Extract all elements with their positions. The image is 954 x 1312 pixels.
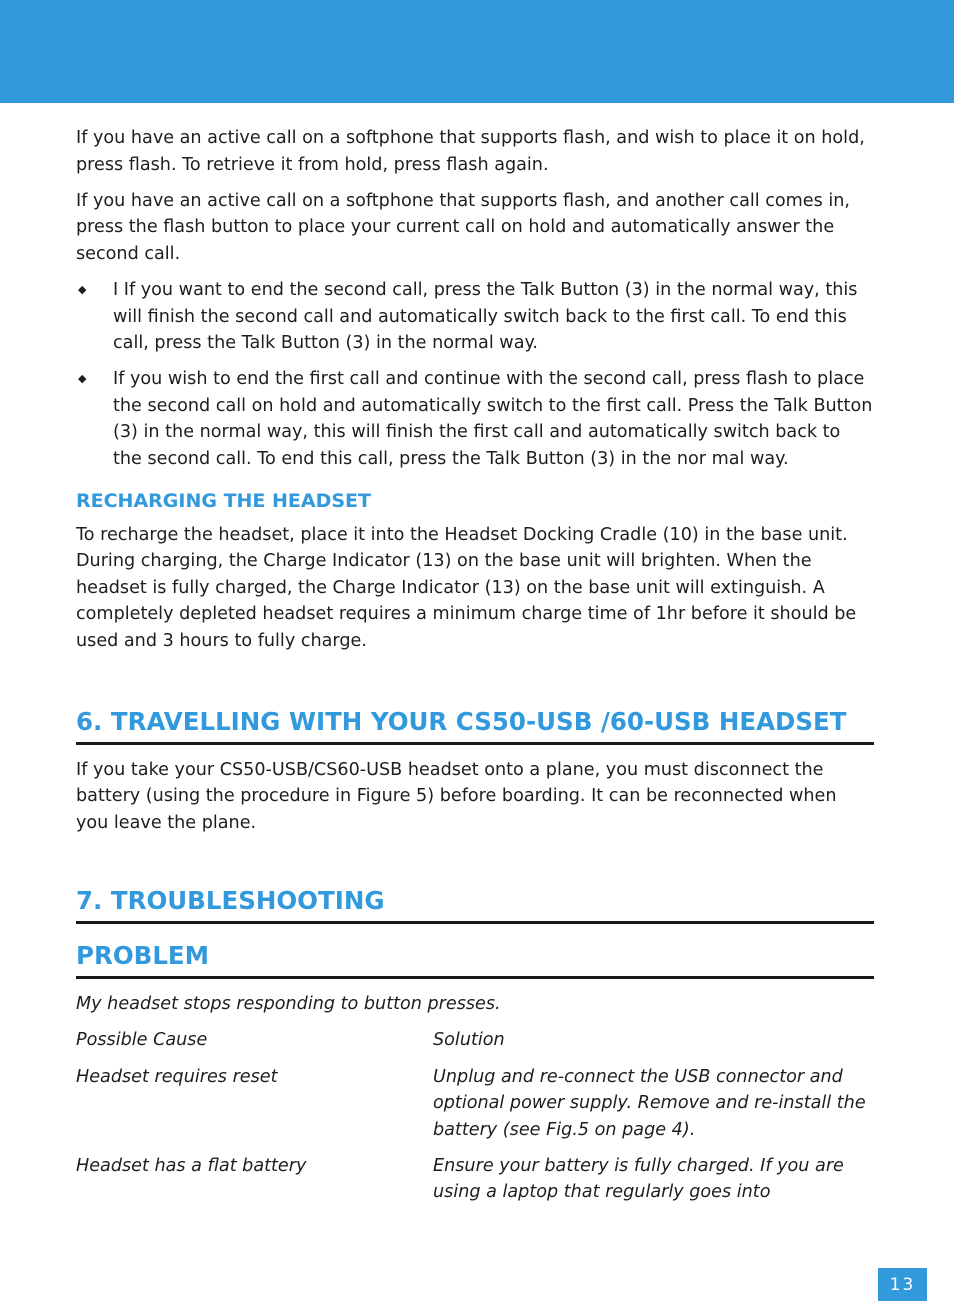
solution-cell: Ensure your battery is fully charged. If you are using a laptop that regularly goes into (433, 1155, 844, 1203)
section-7-title: 7. TROUBLESHOOTING (76, 886, 874, 924)
problem-text: My headset stops responding to button presses. (76, 994, 501, 1015)
table-row (76, 1064, 874, 1144)
table-row (76, 1153, 874, 1206)
bullet-text: I If you want to end the second call, press the Talk Button (3) in the normal way, this will finish the second call and automatically switch back to the first call. To end this call, press the Talk Button (3) in the normal way. (113, 279, 858, 354)
diamond-bullet-icon: ◆ (78, 282, 87, 296)
bullet-list (76, 277, 874, 473)
solution-cell: Unplug and re-connect the USB connector and optional power supply. Remove and re-install the battery (see Fig.5 on page 4). (433, 1066, 866, 1140)
paragraph-hold: If you have an active call on a softphone that supports flash, and wish to place it on hold, press flash. To retrieve it from hold, press flash again. (76, 128, 865, 175)
cause-cell: Headset requires reset (76, 1066, 278, 1087)
cause-cell: Headset has a flat battery (76, 1155, 307, 1176)
page-content (76, 125, 874, 1216)
list-item (76, 366, 874, 472)
column-header-solution: Solution (433, 1030, 505, 1051)
problem-heading: PROBLEM (76, 941, 874, 979)
diamond-bullet-icon: ◆ (78, 372, 87, 386)
header-band (0, 0, 954, 103)
list-item (76, 277, 874, 357)
table-header-row (76, 1027, 874, 1054)
recharging-heading: RECHARGING THE HEADSET (76, 489, 372, 512)
section-6-text: If you take your CS50-USB/CS60-USB headset onto a plane, you must disconnect the battery (using the procedure in Figure 5) before boarding. It can be reconnected when you leave the plane. (76, 759, 837, 833)
paragraph-second-call: If you have an active call on a softphone that supports flash, and another call comes in, press the flash button to place your current call on hold and automatically answer the second call. (76, 190, 851, 264)
recharging-text: To recharge the headset, place it into the Headset Docking Cradle (10) in the base unit. During charging, the Charge Indicator (13) on the base unit will brighten. When the headset is fully charged, the Charge Indicator (13) on the base unit will extinguish. A completely depleted headset requires a minimum charge time of 1hr before it should be used and 3 hours to fully charge. (76, 524, 857, 651)
page-number: 13 (878, 1268, 927, 1301)
section-6-title: 6. TRAVELLING WITH YOUR CS50-USB /60-USB HEADSET (76, 707, 874, 745)
bullet-text: If you wish to end the first call and continue with the second call, press flash to place the second call on hold and automatically switch to the first call. Press the Talk Button (3) in the normal way, this will finish the first call and automatically switch back to the second call. To end this call, press the Talk Button (3) in the nor mal way. (113, 369, 873, 470)
column-header-cause: Possible Cause (76, 1030, 208, 1051)
